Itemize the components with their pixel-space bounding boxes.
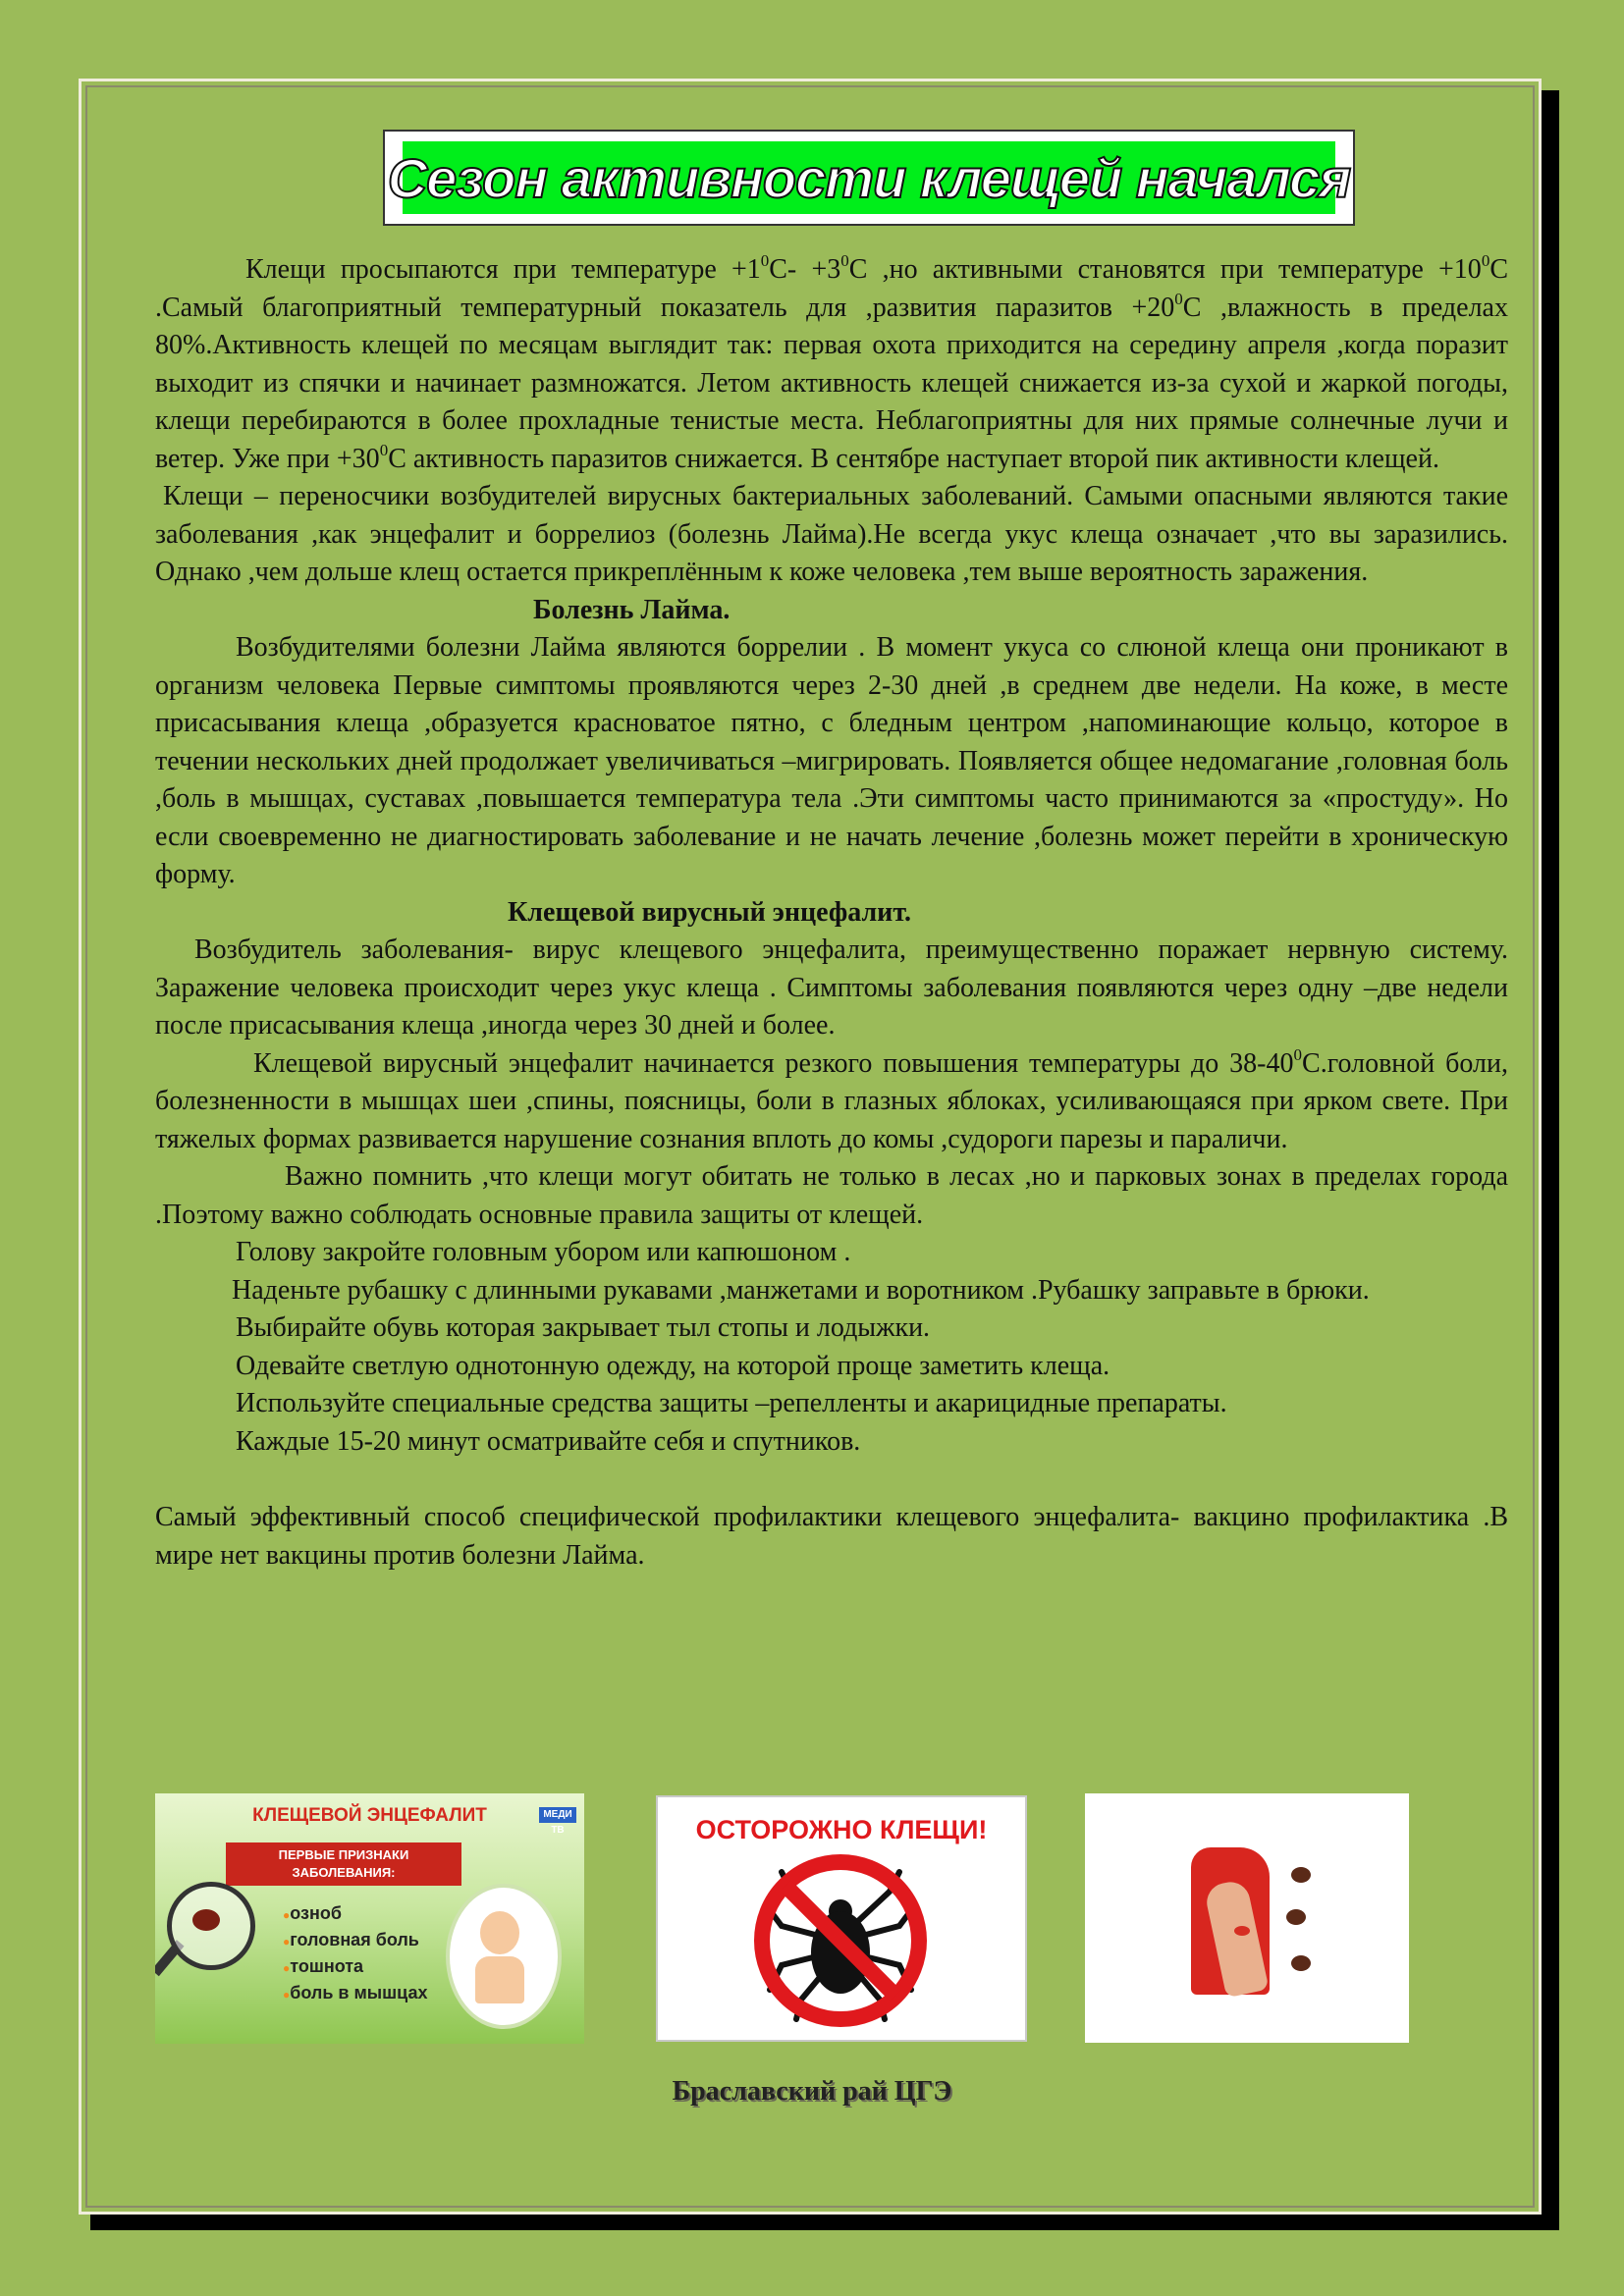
text-run: С ,но активными становятся при температуре +10 xyxy=(848,254,1482,285)
paragraph-vaccination: Самый эффективный способ специфической профилактики клещевого энцефалита- вакцино профилактика .В мире нет вакцины против болезни Лайма. xyxy=(155,1502,1508,1571)
warning-title: ОСТОРОЖНО КЛЕЩИ! xyxy=(695,1815,988,1844)
no-ticks-icon xyxy=(752,1852,929,2029)
page-title: Сезон активности клещей начался xyxy=(387,146,1351,209)
symptom-item: ● озноб xyxy=(283,1901,427,1928)
heading-lyme-disease: Болезнь Лайма. xyxy=(533,594,731,625)
spacer xyxy=(155,1461,1508,1499)
tip-item: Каждые 15-20 минут осматривайте себя и спутников. xyxy=(236,1425,861,1457)
text-run: С.головной боли, болезненности в мышцах шеи ,спины, поясницы, боли в глазных яблоках, усиливающаяся при ярком свете. При тяжелых формах развивается нарушение сознания вплоть до комы ,судороги парезы и параличи. xyxy=(155,1047,1508,1154)
tick-icon xyxy=(1286,1909,1306,1925)
tick-icon xyxy=(1291,1867,1311,1883)
paragraph-lyme: Возбудителями болезни Лайма являются боррелии . В момент укуса со слюной клеща они проникают в организм человека Первые симптомы проявляются через 2-30 дней ,в среднем две недели. На коже, в месте присасывания клеща ,образуется красноватое пятно, с бледным центром ,напоминающие кольцо, которое в течении нескольких дней продолжает увеличиваться –мигрировать. Появляется общее недомагание ,головная боль ,боль в мышцах, суставах ,повышается температура тела .Эти симптомы часто принимаются за «простуду». Но если своевременно не диагностировать заболевание и не начать лечение ,болезнь может перейти в хроническую форму. xyxy=(155,632,1508,889)
symptom-item: ● головная боль xyxy=(283,1928,427,1954)
tick-warning-sign xyxy=(656,1795,1027,2042)
text-run: С- +3 xyxy=(769,254,841,285)
paragraph-temperature xyxy=(155,251,1508,478)
ribbon-line: ПЕРВЫЕ ПРИЗНАКИ xyxy=(278,1847,409,1862)
paragraph-important: Важно помнить ,что клещи могут обитать не только в лесах ,но и парковых зонах в пределах города .Поэтому важно соблюдать основные правила защиты от клещей. xyxy=(155,1161,1508,1230)
degree-superscript: 0 xyxy=(379,440,389,459)
symptom-item: ● тошнота xyxy=(283,1954,427,1981)
symptom-list xyxy=(283,1901,427,2007)
tick-bite-photo xyxy=(1085,1793,1409,2043)
boy-face xyxy=(480,1911,519,1954)
infographic-title: КЛЕЩЕВОЙ ЭНЦЕФАЛИТ xyxy=(252,1805,487,1826)
tick-icon xyxy=(192,1909,220,1931)
tip-item: Одевайте светлую однотонную одежду, на которой проще заметить клеща. xyxy=(236,1350,1110,1381)
bite-mark xyxy=(1234,1926,1250,1936)
footer-organization: Браславский рай ЦГЭ xyxy=(672,2076,952,2107)
symptom-item: ● боль в мышцах xyxy=(283,1981,427,2007)
main-content xyxy=(155,251,1508,1575)
title-box xyxy=(383,130,1355,226)
text-run: С активность паразитов снижается. В сентябре наступает второй пик активности клещей. xyxy=(388,443,1439,474)
degree-superscript: 0 xyxy=(1481,251,1490,270)
boy-body xyxy=(475,1956,524,2003)
title-banner xyxy=(387,141,1351,214)
tip-item: Используйте специальные средства защиты –репелленты и акарицидные препараты. xyxy=(236,1388,1227,1418)
degree-superscript: 0 xyxy=(1293,1044,1303,1064)
degree-superscript: 0 xyxy=(840,251,849,270)
infographic-ribbon xyxy=(226,1842,461,1886)
image-row xyxy=(155,1793,1508,2045)
ribbon-line: ЗАБОЛЕВАНИЯ: xyxy=(292,1865,396,1880)
degree-superscript: 0 xyxy=(1174,289,1183,308)
text-run: Клещевой вирусный энцефалит начинается резкого повышения температуры до 38-40 xyxy=(253,1047,1294,1079)
tip-item: Наденьте рубашку с длинными рукавами ,манжетами и воротником .Рубашку заправьте в брюки. xyxy=(232,1274,1370,1306)
tick-icon xyxy=(1291,1955,1311,1971)
text-run: С .Самый благоприятный температурный показатель для ,развития паразитов +20 xyxy=(155,254,1508,323)
tip-item: Выбирайте обувь которая закрывает тыл стопы и лодыжки. xyxy=(236,1312,931,1343)
paragraph-encephalitis-cause: Возбудитель заболевания- вирус клещевого энцефалита, преимущественно поражает нервную систему. Заражение человека происходит через укус клеща . Симптомы заболевания появляются через одну –две недели после присасывания клеща ,иногда через 30 дней и более. xyxy=(155,934,1508,1041)
heading-tick-encephalitis: Клещевой вирусный энцефалит. xyxy=(508,896,911,928)
text-run: Клещи просыпаются при температуре +1 xyxy=(245,254,761,285)
text-run: С ,влажность в пределах 80%.Активность клещей по месяцам выглядит так: первая охота приходится на середину апреля ,когда поразит выходит из спячки и начинает размножатся. Летом активность клещей снижается из-за сухой и жаркой погоды, клещи перебираются в более прохладные тенистые места. Неблагоприятны для них прямые солнечные лучи и ветер. Уже при +30 xyxy=(155,292,1508,474)
tip-item: Голову закройте головным убором или капюшоном . xyxy=(236,1237,851,1267)
paragraph-carriers: Клещи – переносчики возбудителей вирусных бактериальных заболеваний. Самыми опасными являются такие заболевания ,как энцефалит и боррелиоз (болезнь Лайма).Не всегда укус клеща означает ,что вы заразились. Однако ,чем дольше клещ остается прикреплённым к коже человека ,тем выше вероятность заражения. xyxy=(155,481,1508,587)
paragraph-encephalitis-symptoms xyxy=(155,1045,1508,1159)
media-logo: МЕДИ ТВ xyxy=(539,1807,576,1823)
encephalitis-infographic xyxy=(155,1793,584,2044)
degree-superscript: 0 xyxy=(760,251,770,270)
